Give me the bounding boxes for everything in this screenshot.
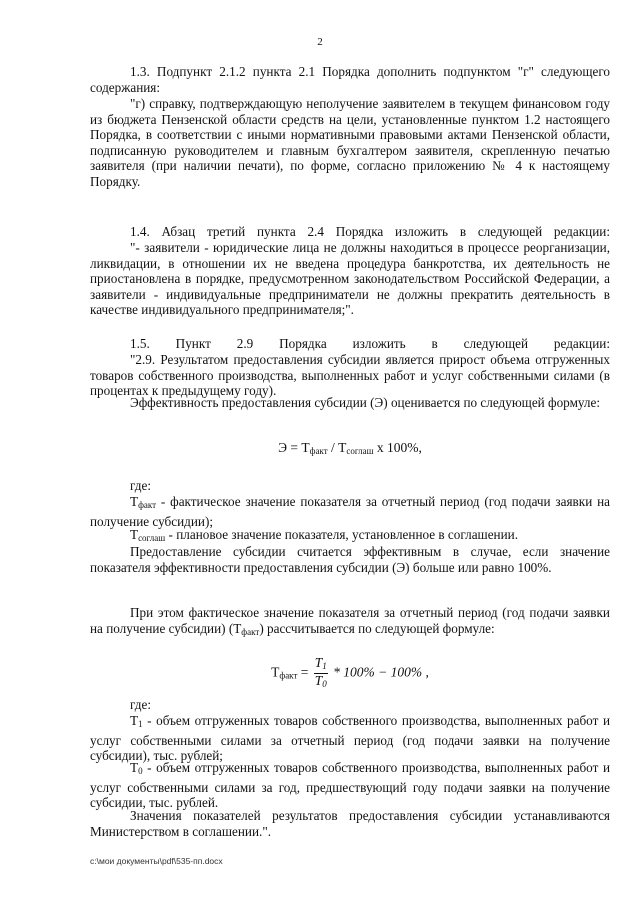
- paragraph-subpoint-g: "г) справку, подтверждающую неполучение заявителем в текущем финансовом году из бюджета Пензенской области средств на цели, установленные пунктом 1.2 настоящего Порядка, в соответствии с иными нормативными правовыми актами Пензенской области, подписанную руководителем и главным бухгалтером заявителя, скрепленную печатью заявителя (при наличии печати), по форме, согласно приложению № 4 к настоящему Порядку.: [90, 96, 610, 189]
- formula-fact: $Т_{факт}$ = $\frac{T_1}{T_0}$ * 100% − 100% ,: [271, 655, 429, 689]
- paragraph-effective-condition: Предоставление субсидии считается эффективным в случае, если значение показателя эффективности предоставления субсидии (Э) больше или равно 100%.: [90, 544, 610, 575]
- paragraph-1-4: 1.4. Абзац третий пункта 2.4 Порядка изложить в следующей редакции:: [130, 224, 610, 239]
- where-label-2: где:: [130, 697, 151, 712]
- formula-efficiency: $Э = Т_{факт} / Т_{соглаш}$ х 100%,: [278, 440, 422, 456]
- where-label-1: где:: [130, 478, 151, 493]
- paragraph-1-5: 1.5. Пункт 2.9 Порядка изложить в следующей редакции:: [130, 336, 610, 351]
- paragraph-fact-value: При этом фактическое значение показателя за отчетный период (год подачи заявки на получение субсидии) $(Т_{факт})$ рассчитывается по следующей формуле:: [90, 605, 610, 637]
- paragraph-1-3: 1.3. Подпункт 2.1.2 пункта 2.1 Порядка дополнить подпунктом "г" следующего содержания:: [90, 64, 610, 95]
- paragraph-efficiency: Эффективность предоставления субсидии (Э) оценивается по следующей формуле:: [130, 395, 601, 410]
- fraction: $\frac{T_1}{T_0}$: [314, 655, 327, 689]
- tsoglash-definition: $Т_{соглаш}$ - плановое значение показателя, установленное в соглашении.: [130, 527, 519, 543]
- t0-definition: $Т_0$ - объем отгруженных товаров собственного производства, выполненных работ и услуг собственными силами за год, предшествующий году подачи заявки на получение субсидии, тыс. рублей.: [90, 760, 610, 811]
- paragraph-2-9: "2.9. Результатом предоставления субсидии является прирост объема отгруженных товаров собственного производства, выполненных работ и услуг собственными силами (в процентах к предыдущему году).: [90, 352, 610, 399]
- tfakt-definition: $Т_{факт}$ - фактическое значение показателя за отчетный период (год подачи заявки на получение субсидии);: [90, 494, 610, 529]
- paragraph-applicants: "- заявители - юридические лица не должны находиться в процессе реорганизации, ликвидации, в отношении их не введена процедура банкротства, их деятельность не приостановлена в порядке, предусмотренном законодательством Российской Федерации, а заявители - индивидуальные предприниматели не должны прекратить деятельность в качестве индивидуального предпринимателя;".: [90, 240, 610, 318]
- file-path-footer: c:\мои документы\pdf\535-пп.docx: [90, 856, 223, 866]
- t1-definition: $Т_1$ - объем отгруженных товаров собственного производства, выполненных работ и услуг собственными силами за отчетный период (год подачи заявки на получение субсидии), тыс. рублей;: [90, 713, 610, 764]
- paragraph-values: Значения показателей результатов предоставления субсидии устанавливаются Министерством в соглашении.".: [90, 808, 610, 839]
- page-number: 2: [317, 36, 323, 48]
